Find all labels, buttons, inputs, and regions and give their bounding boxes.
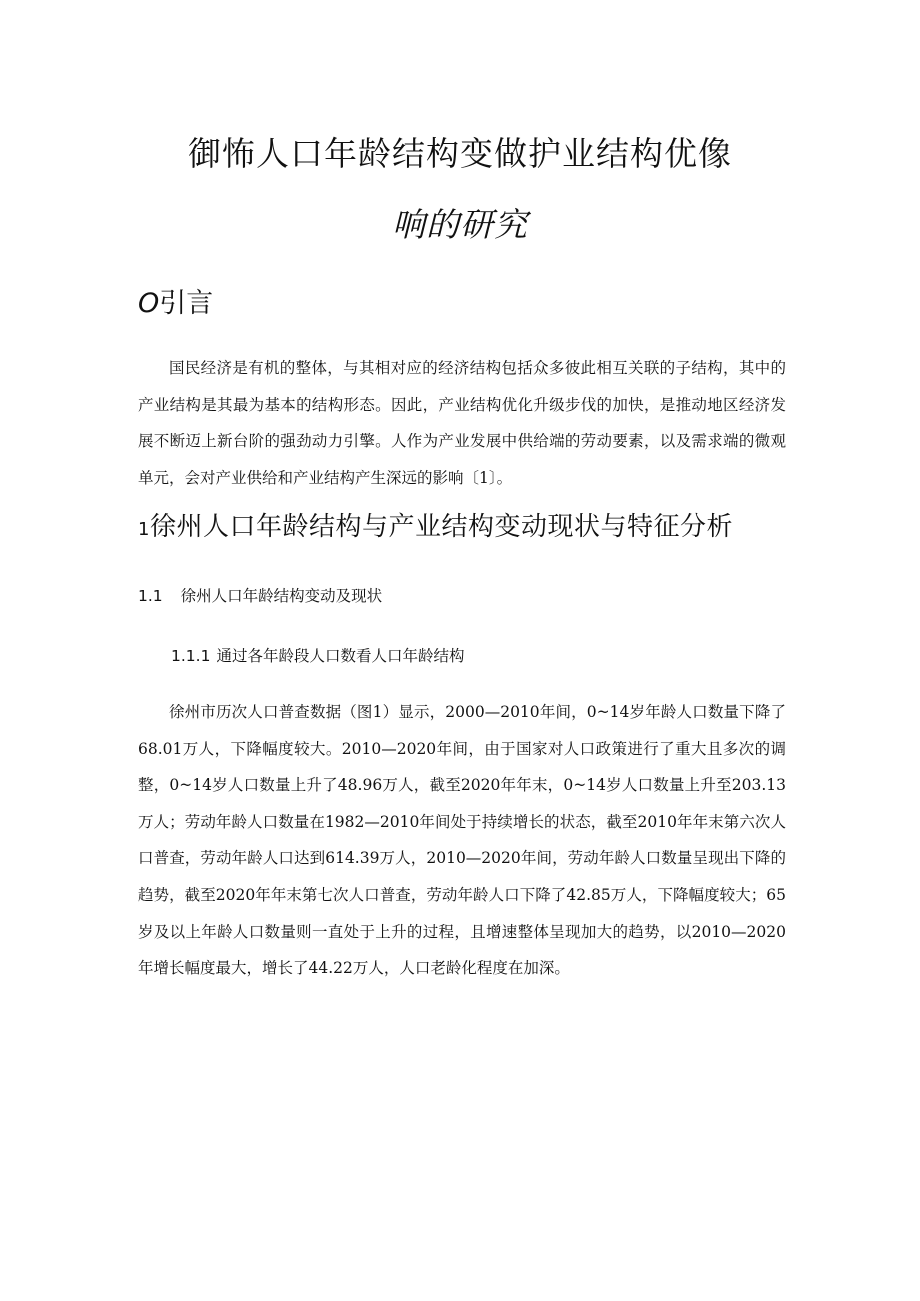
section-1-1-number: 1.1 (138, 587, 163, 605)
section-1-text: 徐州人口年龄结构与产业结构变动现状与特征分析 (149, 512, 733, 542)
document-title-line-2: 响的研究 (392, 205, 528, 244)
section-1-1-1-number: 1.1.1 (171, 647, 211, 665)
section-1-1-heading (138, 589, 382, 605)
section-1-heading (138, 514, 733, 540)
section-1-1-1-heading (171, 649, 464, 665)
section-1-1-text: 徐州人口年龄结构变动及现状 (180, 587, 383, 605)
section-1-1-1-text: 通过各年龄段人口数看人口年龄结构 (216, 647, 465, 665)
section-1-number: 1 (138, 519, 150, 540)
section-1-1-1-paragraph: 徐州市历次人口普查数据（图1）显示，2000—2010年间，0~14岁年龄人口数量下降了68.01万人，下降幅度较大。2010—2020年间，由于国家对人口政策进行了重大且多次的调整，0~14岁人口数量上升了48.96万人，截至2020年年末，0~14岁人口数量上升至203.13万人；劳动年龄人口数量在1982—2010年间处于持续增长的状态，截至2010年年末第六次人口普查，劳动年龄人口达到614.39万人，2010—2020年间，劳动年龄人口数量呈现出下降的趋势，截至2020年年末第七次人口普查，劳动年龄人口下降了42.85万人，下降幅度较大；65岁及以上年龄人口数量则一直处于上升的过程，且增速整体呈现加大的趋势，以2010—2020年增长幅度最大，增长了44.22万人，人口老龄化程度在加深。 (138, 703, 786, 978)
intro-heading-text: 引言 (159, 288, 214, 319)
intro-heading-number: O (138, 288, 160, 319)
document-title-line-1: 御怖人口年龄结构变做护业结构优像 (188, 134, 732, 173)
intro-paragraph: 国民经济是有机的整体，与其相对应的经济结构包括众多彼此相互关联的子结构，其中的产业结构是其最为基本的结构形态。因此，产业结构优化升级步伐的加快，是推动地区经济发展不断迈上新台阶的强劲动力引擎。人作为产业发展中供给端的劳动要素，以及需求端的微观单元，会对产业供给和产业结构产生深远的影响〔1〕。 (138, 359, 786, 487)
intro-heading (138, 290, 213, 317)
